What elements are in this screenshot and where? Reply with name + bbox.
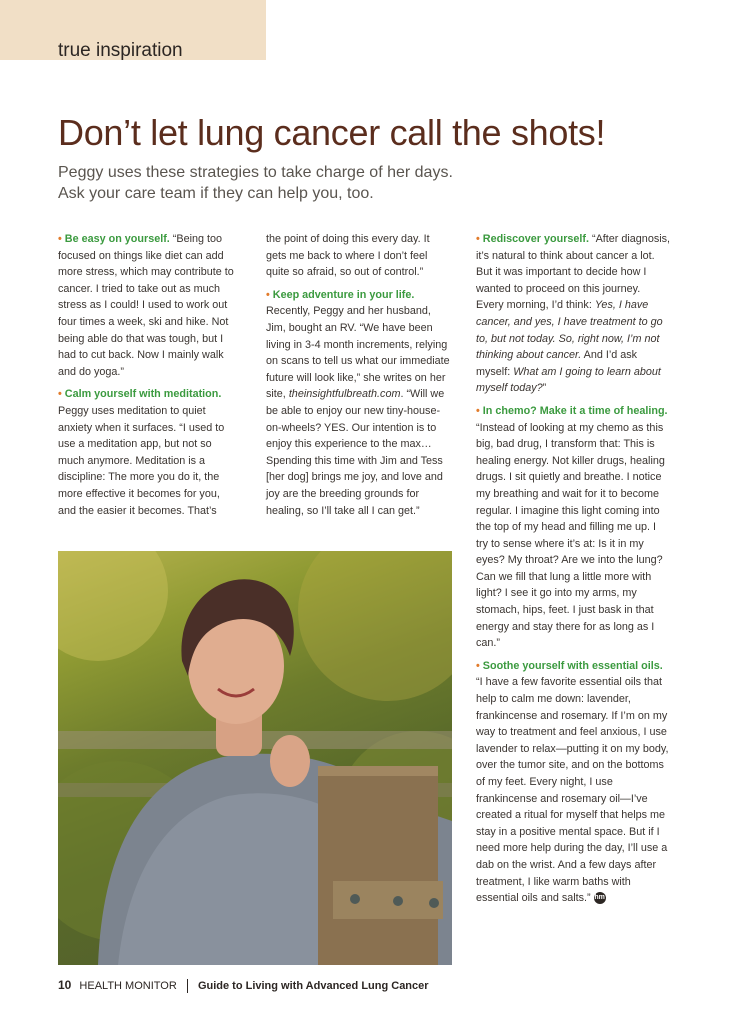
guide-title: Guide to Living with Advanced Lung Cancer: [197, 980, 429, 992]
bullet-icon: •: [58, 388, 62, 401]
tip-lead: Calm yourself with meditation.: [64, 388, 222, 401]
bullet-icon: •: [266, 288, 270, 301]
tip-text: the point of doing this every day. It gets me back to where I don’t feel quite so afraid, so out of control.”: [266, 233, 430, 279]
tip-text: “Instead of looking at my chemo as this big, bad drug, I transform that: This is healing energy. Not killer drugs, healing drugs. I sit quietly and breathe. I notice my breathing and wait for it to become regular. I imagine this light coming into the top of my head and filling me up. I try to sense where it’s at: Is it in my eyes? My throat? Are we into the lung? Can we fill that lung a little more with light? I see it go into my arms, my stomach, hips, feet. I just bask in that energy and stay there for as long as I can.”: [476, 421, 665, 650]
tip-meditation: [58, 386, 240, 519]
page-number: 10: [58, 978, 72, 992]
site-name: theinsightfulbreath.com: [288, 388, 401, 401]
tip-meditation-continued: [266, 231, 452, 281]
tip-text: “I have a few favorite essential oils that help to calm me down: lavender, frankincense and rosemary. If I’m on my way to treatment and feel anxious, I use lavender to relax—putting it on my body, over the tumor site, and on the bottoms of my feet. Every night, I use frankincense and rosemary oil—I’ve created a ritual for myself that helps me stay in a positive mental space. But if I need more help during the day, I’ll use a dab on the wrist. And a few days after treatment, I like warm baths with essential oils and salts.”: [476, 676, 669, 905]
tip-chemo: [476, 403, 670, 652]
end-mark-icon: hm: [594, 892, 606, 904]
tip-text: Peggy uses meditation to quiet anxiety when it surfaces. “I used to use a meditation app, but not so much anymore. Meditation is a discipline: The more you do it, the more effective it becomes for you, and the easier it becomes. That’s: [58, 404, 225, 517]
tip-easy-on-yourself: [58, 231, 240, 380]
page-footer: [58, 978, 429, 993]
bullet-icon: •: [476, 233, 480, 245]
tip-text: “After diagnosis, it’s natural to think about cancer a lot. But it was important to decide how I wanted to proceed on this journey. Every morning, I’d think:: [476, 233, 671, 312]
portrait-photo: [58, 551, 452, 965]
column-2: [266, 231, 452, 525]
deck-line-1: Peggy uses these strategies to take charge of her days.: [58, 164, 453, 181]
tip-text: And I’d ask myself:: [476, 349, 638, 378]
tip-text: ”: [542, 382, 547, 395]
section-label: true inspiration: [58, 40, 183, 61]
tip-lead: Be easy on yourself.: [64, 233, 170, 245]
tip-essential-oils: [476, 658, 670, 907]
bullet-icon: •: [476, 659, 480, 672]
deck: [58, 162, 678, 204]
tip-lead: Rediscover yourself.: [482, 233, 589, 245]
tip-italic: Yes, I have cancer, and yes, I have treatment to go to, but not today. So, right now, I’m not thinking about cancer.: [476, 299, 663, 362]
tip-italic: What am I going to learn about myself today?: [476, 365, 661, 395]
column-3: [476, 231, 670, 913]
footer-divider: [187, 979, 188, 993]
tip-lead: Soothe yourself with essential oils.: [482, 659, 663, 672]
headline: Don’t let lung cancer call the shots!: [58, 112, 606, 153]
tip-adventure: [266, 287, 452, 519]
deck-line-2: Ask your care team if they can help you, too.: [58, 185, 374, 202]
bullet-icon: •: [476, 404, 480, 417]
bullet-icon: •: [58, 233, 62, 245]
portrait-illustration: [58, 551, 452, 965]
tip-text: . “Will we be able to enjoy our new tiny-house-on-wheels? YES. Our intention is to enjoy this experience to the max… Spending this time with Jim and Tess [her dog] brings me joy, and love and joy are the breeding grounds for healing, so I’ll take all I can get.”: [266, 388, 445, 517]
tip-lead: Keep adventure in your life.: [272, 288, 415, 301]
tip-text: Recently, Peggy and her husband, Jim, bought an RV. “We have been living in 3-4 month increments, relying on scans to tell us what our immediate future will look like,” she writes on her site,: [266, 305, 450, 401]
tip-text: “Being too focused on things like diet can add more stress, which may contribute to cancer. I tried to take out as much stress as I could! I used to work out four times a week, ski and hike. Not being able do that was tough, but I had to cut back. Now I mainly walk and do yoga.”: [58, 233, 234, 378]
magazine-name: HEALTH MONITOR: [79, 980, 177, 992]
tip-lead: In chemo? Make it a time of healing.: [482, 404, 668, 417]
column-1: [58, 231, 240, 525]
tip-rediscover: [476, 231, 670, 397]
